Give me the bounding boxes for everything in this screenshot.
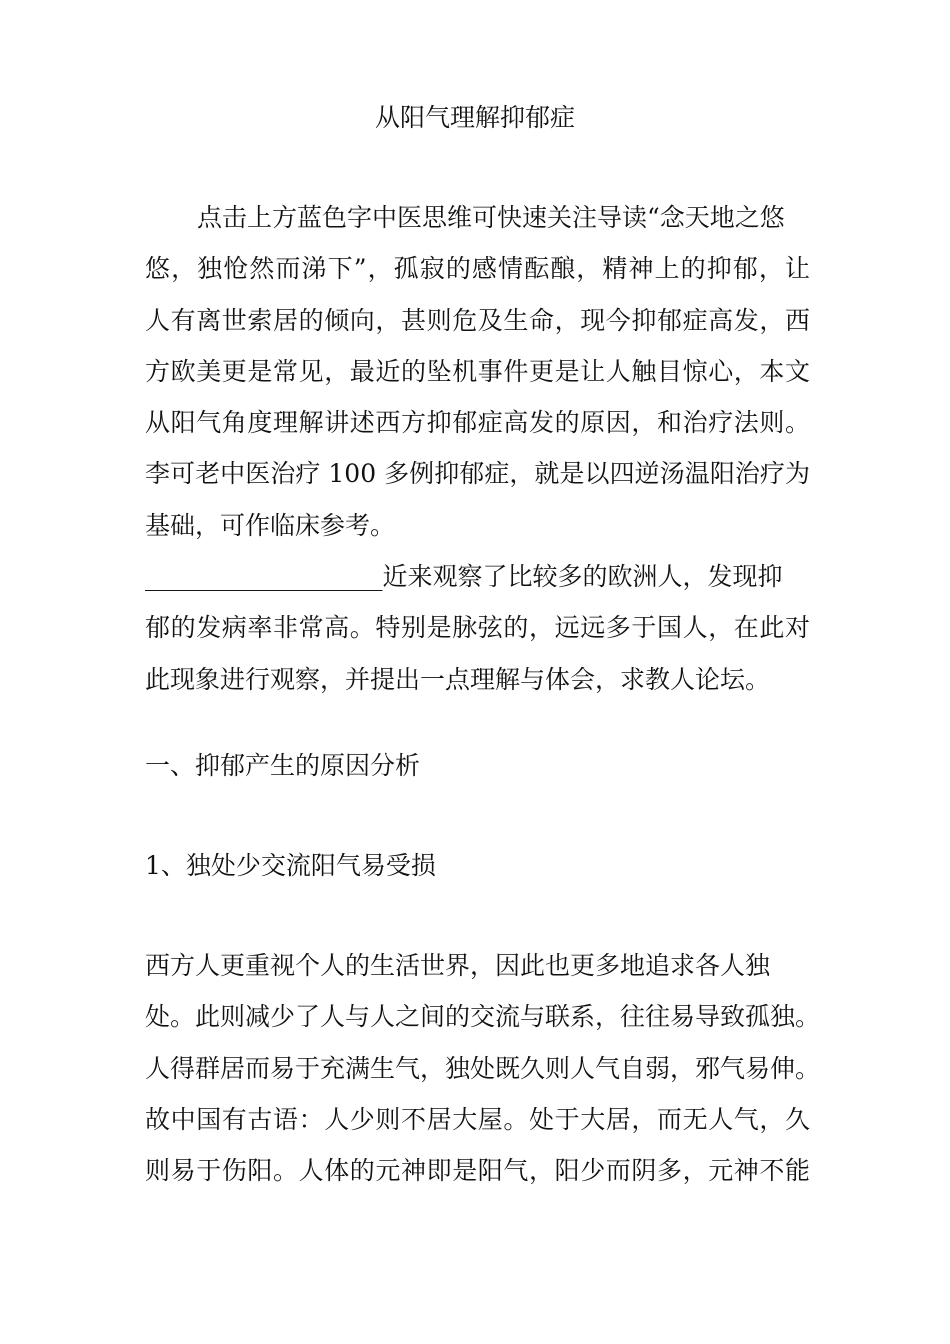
intro-line: 人有离世索居的倾向，甚则危及生命，现今抑郁症高发，西	[145, 305, 810, 335]
section-heading	[145, 740, 810, 791]
intro-line: 悠，独怆然而涕下”，孤寂的感情酝酿，精神上的抑郁，让	[145, 254, 810, 284]
intro-line: 郁的发病率非常高。特别是脉弦的，远远多于国人，在此对	[145, 613, 810, 643]
body-line: 人得群居而易于充满生气，独处既久则人气自弱，邪气易伸。	[145, 1053, 821, 1083]
intro-line: ___________________近来观察了比较多的欧洲人，发现抑	[145, 562, 783, 592]
intro-paragraph	[145, 192, 810, 705]
intro-line: 此现象进行观察，并提出一点理解与体会，求教人论坛。	[145, 664, 771, 694]
intro-line: 从阳气角度理解讲述西方抑郁症高发的原因，和治疗法则。	[145, 408, 810, 438]
body-line: 故中国有古语：人少则不居大屋。处于大居，而无人气，久	[145, 1104, 810, 1134]
subsection-heading	[145, 840, 810, 891]
body-paragraph	[145, 940, 821, 1196]
intro-line: 点击上方蓝色字中医思维可快速关注导读“念天地之悠	[197, 203, 785, 232]
subsection-heading-text: 1、独处少交流阳气易受损	[145, 851, 436, 880]
body-line: 处。此则减少了人与人之间的交流与联系，往往易导致孤独。	[145, 1002, 821, 1032]
intro-line: 李可老中医治疗 100 多例抑郁症，就是以四逆汤温阳治疗为	[145, 459, 810, 489]
intro-line: 基础，可作临床参考。	[145, 510, 396, 540]
document-title: 从阳气理解抑郁症	[374, 103, 575, 132]
section-heading-text: 一、抑郁产生的原因分析	[145, 751, 421, 780]
body-line: 则易于伤阳。人体的元神即是阳气，阳少而阴多，元神不能	[145, 1156, 810, 1186]
body-line: 西方人更重视个人的生活世界，因此也更多地追求各人独	[145, 951, 771, 980]
intro-line: 方欧美更是常见，最近的坠机事件更是让人触目惊心，本文	[145, 356, 810, 386]
